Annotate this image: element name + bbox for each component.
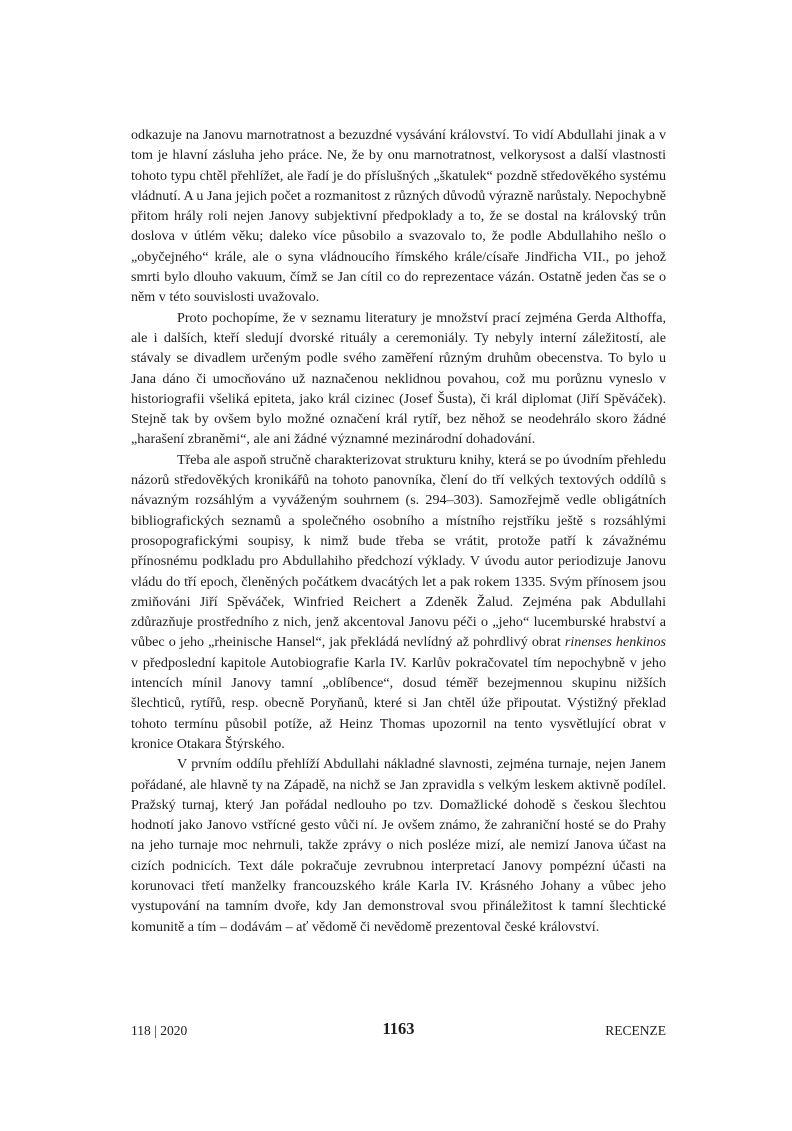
paragraph-4: V prvním oddílu přehlíží Abdullahi nákladné slavnosti, zejména turnaje, nejen Janem pořádané, ale hlavně ty na Západě, na nichž se Jan zpravidla s velkým leskem aktivně podílel. Pražský turnaj, který Jan pořádal nedlouho po tzv. Domažlické dohodě s českou šlechtou hodnotí jako Janovo vstřícné gesto vůči ní. Je ovšem známo, že zahraniční hosté se do Prahy na jeho turnaje moc nehrnuli, takže zprávy o nich posléze mizí, ale nemizí Janova účast na cizích podnicích. Text dále pokračuje zevrubnou interpretací Janovy pompézní účasti na korunovaci třetí manželky francouzského krále Karla IV. Krásného Johany a vůbec jeho vystupování na tamním dvoře, kdy Jan demonstroval svou přináležitost k tamní šlechtické komunitě a tím – dodávám – ať vědomě či nevědomě prezentoval české království. <box>131 756 666 935</box>
latin-phrase: rinenses henkinos <box>564 634 666 651</box>
paragraph-1: odkazuje na Janovu marnotratnost a bezuzdné vysávání království. To vidí Abdullahi jinak a v tom je hlavní zásluha jeho práce. Ne, že by onu marnotratnost, velkorysost a další vlastnosti tohoto typu chtěl přehlížet, ale řadí je do příslušných „škatulek“ pozdně středověkého systému vládnutí. A u Jana jejich počet a rozmanitost z různých důvodů výrazně narůstaly. Nepochybně přitom hrály roli nejen Janovy subjektivní předpoklady a to, že se dostal na královský trůn doslova v útlém věku; daleko více působilo a svazovalo to, že podle Abdullahiho nešlo o „obyčejného“ krále, ale o syna vládnoucího římského krále/císaře Jindřicha VII., po jehož smrti bylo dlouho vakuum, čímž se Jan cítil co do reprezentace vázán. Ostatně jeden čas se o něm v této souvislosti uvažovalo. <box>131 127 666 306</box>
page-number: 1163 <box>382 1019 415 1038</box>
section-label: RECENZE <box>605 1023 666 1038</box>
page-footer <box>131 1019 666 1043</box>
paragraph-3-text-a: Třeba ale aspoň stručně charakterizovat strukturu knihy, která se po úvodním přehledu názorů středověkých kronikářů na tohoto panovníka, člení do tří velkých textových oddílů s návazným rozsáhlým a vyváženým souhrnem (s. 294–303). Samozřejmě vedle obligátních bibliografických seznamů a společného osobního a místního rejstříku ještě s rozsáhlými prosopografickými soupisy, k nimž bude třeba se vrátit, protože patří k závažnému přínosnému podkladu pro Abdullahiho předchozí výklady. V úvodu autor periodizuje Janovu vládu do tří epoch, členěných počátkem dvacátých let a pak rokem 1335. Svým přínosem jsou zmiňováni Jiří Spěváček, Winfried Reichert a Zdeněk Žalud. Zejména pak Abdullahi zdůrazňuje prostředního z nich, jenž akcentoval Janovu péči o „jeho“ lucemburské hrabství a vůbec o jeho „rheinische Hansel“, jak překládá nevlídný až pohrdlivý obrat <box>131 451 666 651</box>
paragraph-3 <box>131 450 666 754</box>
article-body <box>131 125 666 937</box>
issue-label: 118 | 2020 <box>131 1023 188 1038</box>
paragraph-3-text-b: v předposlední kapitole Autobiografie Karla IV. Karlův pokračovatel tím nepochybně v jeho intencích mínil Janovy tamní „oblíbence“, dosud téměř bezejmennou skupinu nižších šlechticů, rytířů, resp. obecně Poryňanů, které si Jan chtěl úže připoutat. Výstižný překlad tohoto termínu působil potíže, až Heinz Thomas upozornil na tento vysvětlující obrat v kronice Otakara Štýrského. <box>131 654 666 752</box>
paragraph-2: Proto pochopíme, že v seznamu literatury je množství prací zejména Gerda Althoffa, ale i dalších, kteří sledují dvorské rituály a ceremoniály. Ty nebyly interní záležitostí, ale stávaly se divadlem určeným podle svého zaměření různým druhům obecenstva. To bylo u Jana dáno či umocňováno už naznačenou neklidnou povahou, což mu porůznu vyneslo v historiografii všeliká epiteta, jako král cizinec (Josef Šusta), či král diplomat (Jiří Spěváček). Stejně tak by ovšem bylo možné označení král rytíř, bez něhož se neodehrálo skoro žádné „harašení zbraněmi“, ale ani žádné významné mezinárodní dohadování. <box>131 309 666 448</box>
